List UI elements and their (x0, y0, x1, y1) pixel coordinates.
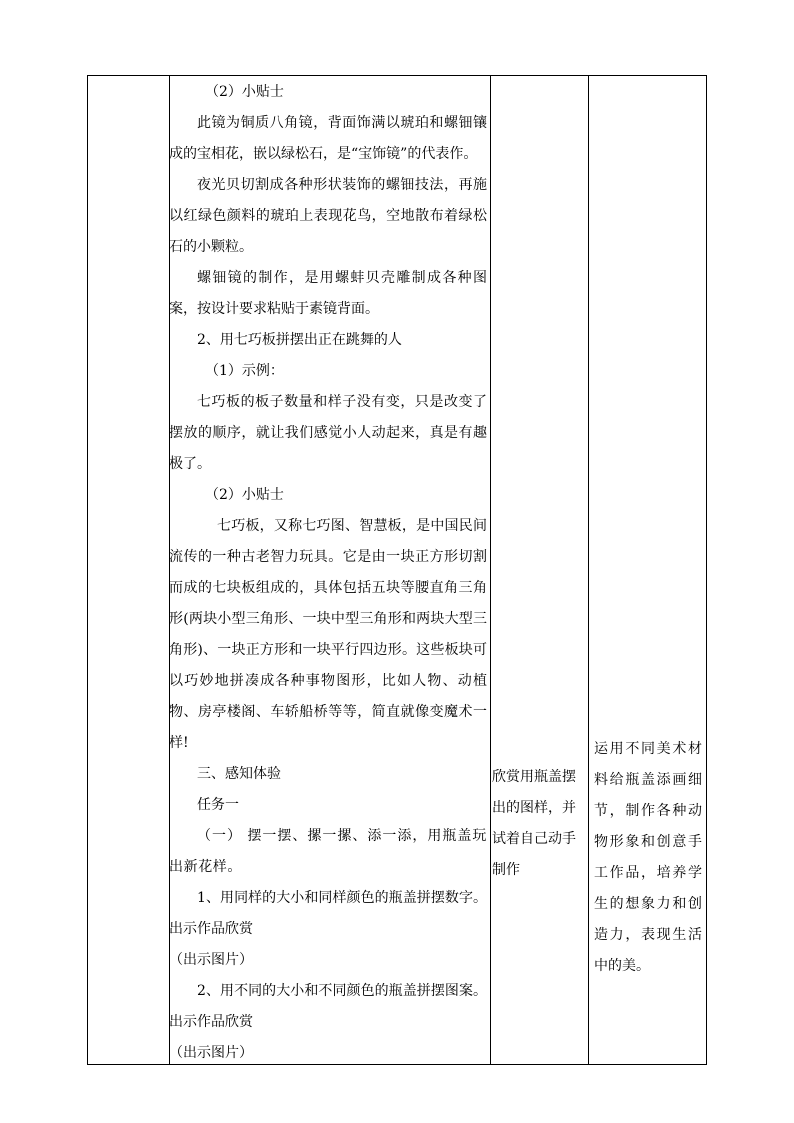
paragraph: 七巧板，又称七巧图、智慧板，是中国民间流传的一种古老智力玩具。它是由一块正方形切割而成的七块板组成的，具体包括五块等腰直角三角形(两块小型三角形、一块中型三角形和两块大型三角形)、一块正方形和一块平行四边形。这些板块可以巧妙地拼凑成各种事物图形，比如人物、动植物、房亭楼阁、车轿船桥等等，简直就像变魔术一样! (169, 518, 487, 751)
paragraph: 七巧板的板子数量和样子没有变，只是改变了摆放的顺序，就让我们感觉小人动起来，真是有趣极了。 (169, 394, 487, 472)
student-activity-text: 欣赏用瓶盖摆出的图样，并试着自己动手制作 (492, 769, 576, 878)
show-picture-note: （出示图片） (169, 1045, 253, 1061)
student-activity-cell (492, 762, 586, 886)
task-item: 2、用不同的大小和不同颜色的瓶盖拼摆图案。出示作品欣赏 (169, 983, 487, 1030)
tip-heading: （2）小贴士 (205, 84, 284, 100)
tip-heading: （2）小贴士 (205, 487, 284, 503)
step-heading: 2、用七巧板拼摆出正在跳舞的人 (197, 332, 402, 348)
column-divider-2 (490, 76, 491, 1064)
task-heading: 任务一 (197, 797, 239, 813)
task-subheading: （一） 摆一摆、摞一摞、添一添，用瓶盖玩出新花样。 (169, 828, 487, 875)
example-heading: （1）示例： (205, 363, 284, 379)
teaching-content-cell (169, 77, 487, 1069)
section-heading: 三、感知体验 (197, 766, 281, 782)
design-intent-text: 运用不同美术材料给瓶盖添画细节，制作各种动物形象和创意手工作品，培养学生的想象力和创造力，表现生活中的美。 (594, 741, 702, 974)
design-intent-cell (594, 734, 702, 982)
task-item: 1、用同样的大小和同样颜色的瓶盖拼摆数字。出示作品欣赏 (169, 890, 487, 937)
column-divider-3 (588, 76, 589, 1064)
paragraph: 夜光贝切割成各种形状装饰的螺钿技法，再施以红绿色颜料的琥珀上表现花鸟，空地散布着绿松石的小颗粒。 (169, 177, 487, 255)
paragraph: 此镜为铜质八角镜，背面饰满以琥珀和螺钿镶成的宝相花，嵌以绿松石，是“宝饰镜”的代表作。 (169, 115, 487, 162)
paragraph: 螺钿镜的制作，是用螺蚌贝壳雕制成各种图案，按设计要求粘贴于素镜背面。 (169, 270, 487, 317)
show-picture-note: （出示图片） (169, 952, 253, 968)
